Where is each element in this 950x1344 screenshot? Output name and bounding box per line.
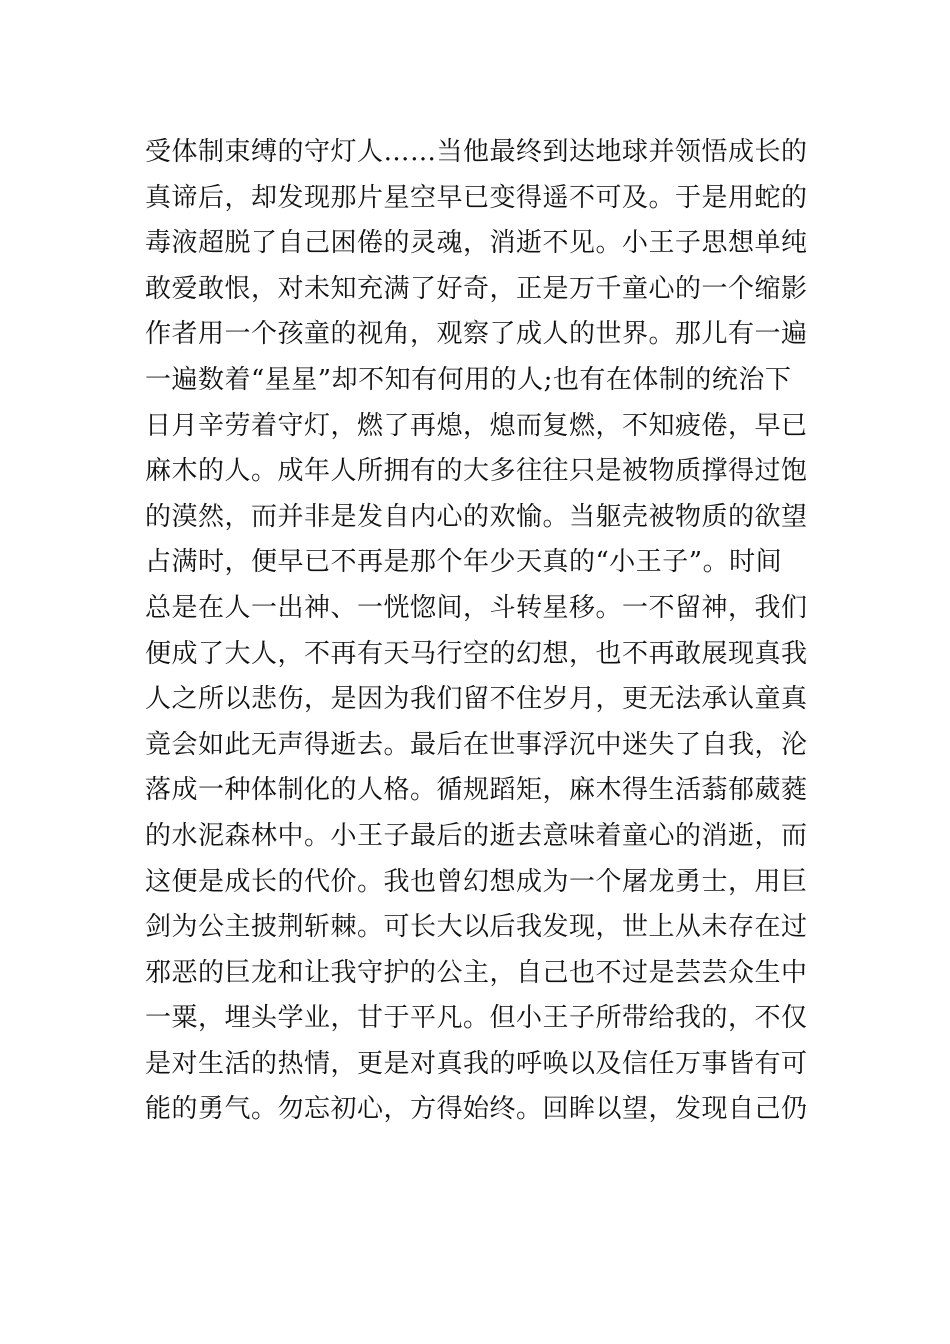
text-line: 敢爱敢恨，对未知充满了好奇，正是万千童心的一个缩影	[145, 273, 808, 304]
text-line: 竟会如此无声得逝去。最后在世事浮沉中迷失了自我，沦	[145, 729, 808, 760]
text-line: 作者用一个孩童的视角，观察了成人的世界。那儿有一遍	[145, 319, 808, 350]
body-text	[145, 130, 815, 1133]
text-line: 剑为公主披荆斩棘。可长大以后我发现，世上从未存在过	[145, 912, 808, 943]
text-line: 占满时，便早已不再是那个年少天真的“小王子”。时间	[145, 547, 783, 578]
text-line: 便成了大人，不再有天马行空的幻想，也不再敢展现真我	[145, 638, 808, 669]
text-line: 真谛后，却发现那片星空早已变得遥不可及。于是用蛇的	[145, 182, 808, 213]
text-line: 人之所以悲伤，是因为我们留不住岁月，更无法承认童真	[145, 684, 808, 715]
text-line: 落成一种体制化的人格。循规蹈矩，麻木得生活蓊郁葳蕤	[145, 775, 808, 806]
text-line: 是对生活的热情，更是对真我的呼唤以及信任万事皆有可	[145, 1048, 808, 1079]
text-line: 一粟，埋头学业，甘于平凡。但小王子所带给我的，不仅	[145, 1003, 808, 1034]
text-line: 受体制束缚的守灯人……当他最终到达地球并领悟成长的	[145, 137, 808, 167]
text-line: 这便是成长的代价。我也曾幻想成为一个屠龙勇士，用巨	[145, 866, 808, 897]
text-line: 麻木的人。成年人所拥有的大多往往只是被物质撑得过饱	[145, 456, 808, 487]
text-line: 能的勇气。勿忘初心，方得始终。回眸以望，发现自己仍	[145, 1094, 808, 1125]
text-line: 毒液超脱了自己困倦的灵魂，消逝不见。小王子思想单纯	[145, 228, 808, 259]
text-line: 总是在人一出神、一恍惚间，斗转星移。一不留神，我们	[145, 592, 808, 623]
text-line: 一遍数着“星星”却不知有何用的人;也有在体制的统治下	[145, 364, 792, 395]
text-line: 日月辛劳着守灯，燃了再熄，熄而复燃，不知疲倦，早已	[145, 410, 808, 441]
text-line: 的漠然，而并非是发自内心的欢愉。当躯壳被物质的欲望	[145, 501, 808, 532]
text-line: 邪恶的巨龙和让我守护的公主，自己也不过是芸芸众生中	[145, 957, 808, 988]
text-line: 的水泥森林中。小王子最后的逝去意味着童心的消逝，而	[145, 820, 808, 851]
